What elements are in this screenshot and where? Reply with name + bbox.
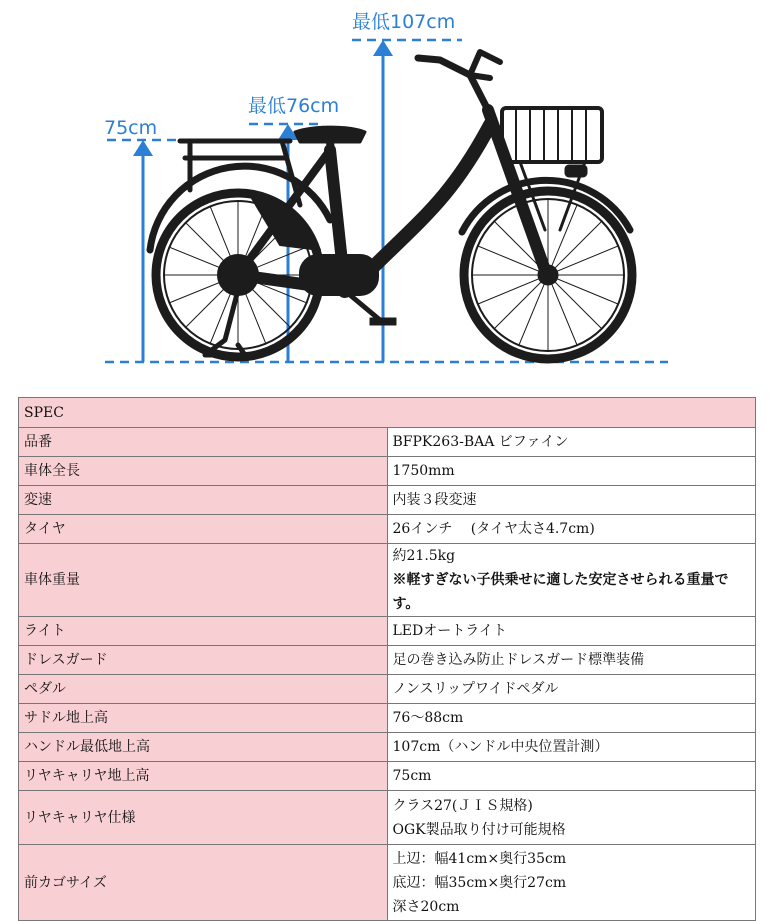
- carrier-height-label: 75cm: [104, 117, 158, 139]
- spec-key: 車体重量: [19, 544, 388, 617]
- basket-depth: 深さ20cm: [392, 898, 460, 915]
- spec-value: LEDオートライト: [387, 617, 756, 646]
- spec-key: リヤキャリヤ仕様: [19, 791, 388, 845]
- weight-value: 約21.5kg: [392, 548, 456, 564]
- spec-row: [19, 428, 756, 457]
- spec-value: BFPK263-BAA ビファイン: [387, 428, 756, 457]
- spec-value: 1750mm: [387, 457, 756, 486]
- spec-key: 車体全長: [19, 457, 388, 486]
- handle-height-label: 最低107cm: [352, 11, 456, 33]
- spec-key: 前カゴサイズ: [19, 845, 388, 921]
- spec-key: タイヤ: [19, 515, 388, 544]
- spec-value: 足の巻き込み防止ドレスガード標準装備: [387, 646, 756, 675]
- spec-value: 26インチ (タイヤ太さ4.7cm): [387, 515, 756, 544]
- spec-header-row: [19, 398, 756, 428]
- spec-row: [19, 515, 756, 544]
- spec-key: ドレスガード: [19, 646, 388, 675]
- spec-key: ライト: [19, 617, 388, 646]
- basket-bottom: 底辺：幅35cm×奥行27cm: [392, 874, 567, 891]
- spec-key: 変速: [19, 486, 388, 515]
- carrier-compat: OGK製品取り付け可能規格: [392, 821, 566, 838]
- saddle-height-label: 最低76cm: [248, 95, 340, 117]
- spec-key: サドル地上高: [19, 704, 388, 733]
- spec-row: [19, 457, 756, 486]
- spec-table: [18, 397, 756, 921]
- spec-value: 76〜88cm: [387, 704, 756, 733]
- weight-note: ※軽すぎない子供乗せに適した安定させられる重量です。: [392, 572, 729, 612]
- carrier-class: クラス27(ＪＩＳ規格): [392, 797, 533, 814]
- spec-value: [387, 791, 756, 845]
- spec-value: 内装３段変速: [387, 486, 756, 515]
- spec-row: [19, 791, 756, 845]
- spec-key: ハンドル最低地上高: [19, 733, 388, 762]
- spec-value: ノンスリップワイドペダル: [387, 675, 756, 704]
- spec-value: [387, 845, 756, 921]
- spec-row: [19, 704, 756, 733]
- spec-row: [19, 544, 756, 617]
- spec-value: 107cm（ハンドル中央位置計測）: [387, 733, 756, 762]
- spec-row: [19, 617, 756, 646]
- spec-row: [19, 762, 756, 791]
- spec-row: [19, 486, 756, 515]
- bicycle-dimension-diagram: [0, 0, 773, 395]
- bicycle-silhouette: [150, 52, 632, 359]
- spec-row: [19, 845, 756, 921]
- spec-key: リヤキャリヤ地上高: [19, 762, 388, 791]
- spec-value: 75cm: [387, 762, 756, 791]
- spec-row: [19, 675, 756, 704]
- spec-value: [387, 544, 756, 617]
- spec-key: ペダル: [19, 675, 388, 704]
- spec-header: SPEC: [19, 398, 756, 428]
- basket-top: 上辺：幅41cm×奥行35cm: [392, 850, 567, 867]
- spec-row: [19, 733, 756, 762]
- spec-key: 品番: [19, 428, 388, 457]
- spec-row: [19, 646, 756, 675]
